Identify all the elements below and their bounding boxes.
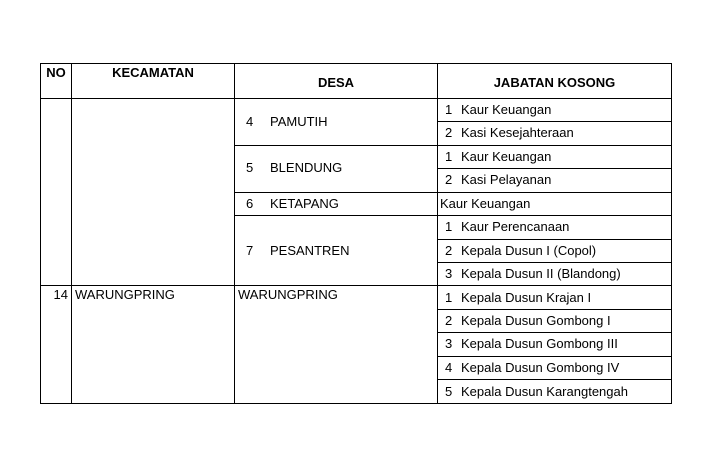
jabatan-cell (438, 98, 672, 121)
no-cell-empty (41, 98, 72, 286)
desa-cell (235, 145, 438, 192)
jabatan-number: 4 (445, 359, 453, 375)
jabatan-cell (438, 192, 672, 215)
desa-number: 5 (246, 160, 254, 176)
desa-cell (235, 192, 438, 215)
jabatan-number: 2 (445, 125, 453, 141)
jabatan-number: 5 (445, 383, 453, 399)
jabatan-label: Kepala Dusun Gombong III (461, 336, 618, 352)
desa-name: PESANTREN (270, 242, 350, 258)
jabatan-cell (438, 309, 672, 332)
jabatan-label: Kepala Dusun Gombong IV (461, 359, 620, 375)
jabatan-cell (438, 122, 672, 145)
jabatan-number: 1 (445, 101, 453, 117)
table-header-row (41, 64, 672, 99)
header-kecamatan: KECAMATAN (72, 64, 235, 99)
jabatan-number: 1 (445, 148, 453, 164)
jabatan-label: Kasi Kesejahteraan (461, 125, 574, 141)
jabatan-label: Kasi Pelayanan (461, 172, 552, 188)
desa-name: KETAPANG (270, 195, 339, 211)
jabatan-label: Kepala Dusun Gombong I (461, 313, 611, 328)
desa-number: 4 (246, 113, 254, 129)
jabatan-number: 3 (445, 266, 453, 282)
jabatan-label: Kepala Dusun Krajan I (461, 289, 592, 305)
jabatan-label: Kepala Dusun Karangtengah (461, 383, 628, 399)
jabatan-label: Kaur Keuangan (461, 101, 552, 117)
desa-cell (235, 216, 438, 286)
header-no: NO (41, 64, 72, 99)
no-cell: 14 (41, 286, 72, 404)
jabatan-label: Kepala Dusun II (Blandong) (461, 266, 621, 282)
table-row (41, 98, 672, 121)
jabatan-cell (438, 380, 672, 404)
desa-name: BLENDUNG (270, 160, 343, 176)
jabatan-label: Kaur Keuangan (440, 195, 531, 211)
header-jabatan-kosong: JABATAN KOSONG (438, 64, 672, 99)
jabatan-number: 3 (445, 336, 453, 352)
jabatan-cell (438, 286, 672, 309)
jabatan-cell (438, 356, 672, 379)
jabatan-label: Kaur Perencanaan (461, 219, 570, 235)
jabatan-cell (438, 333, 672, 356)
desa-cell (235, 98, 438, 145)
desa-cell: WARUNGPRING (235, 286, 438, 404)
desa-number: 6 (246, 195, 254, 211)
jabatan-cell (438, 145, 672, 168)
jabatan-number: 2 (445, 242, 453, 258)
jabatan-label: Kaur Keuangan (461, 148, 552, 164)
table-row (41, 286, 672, 309)
jabatan-label: Kepala Dusun I (Copol) (461, 242, 597, 258)
jabatan-number: 1 (445, 289, 453, 305)
desa-number: 7 (246, 242, 254, 258)
kecamatan-cell: WARUNGPRING (72, 286, 235, 404)
desa-name: PAMUTIH (270, 113, 328, 129)
kecamatan-cell-empty (72, 98, 235, 286)
jabatan-cell (438, 239, 672, 262)
jabatan-number: 2 (445, 313, 453, 328)
jabatan-cell (438, 216, 672, 239)
vacant-positions-table (40, 63, 672, 404)
jabatan-cell (438, 262, 672, 285)
jabatan-cell (438, 169, 672, 192)
jabatan-number: 2 (445, 172, 453, 188)
jabatan-number: 1 (445, 219, 453, 235)
header-desa: DESA (235, 64, 438, 99)
